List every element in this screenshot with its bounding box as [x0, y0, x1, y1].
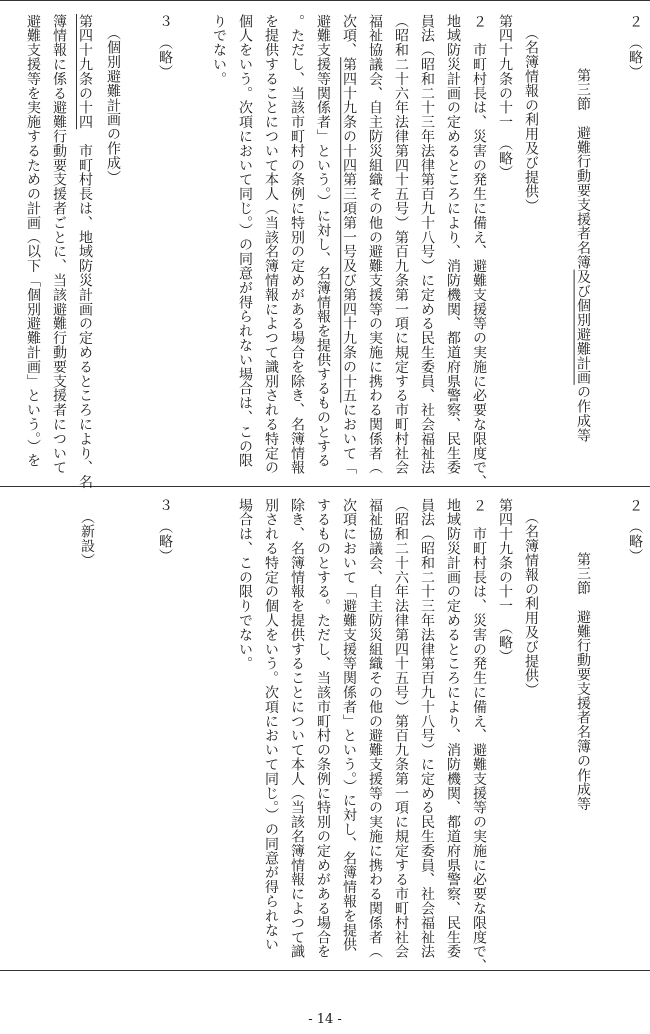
current-section-heading: 第三節 避難行動要支援者名簿の作成等: [575, 552, 591, 812]
revised-line-3: （名簿情報の利用及び提供）: [523, 26, 539, 214]
revised-article-number-underlined: 第四十九条の十四: [77, 14, 93, 130]
current-text-section: [0, 488, 650, 974]
current-line-4: 第四十九条の十一 （略）: [497, 498, 513, 664]
new-provision-note: （新設）: [79, 510, 95, 568]
bottom-rule: [0, 970, 650, 971]
revised-line-10-b: において「: [341, 402, 357, 475]
current-line-8: （昭和二十六年法律第四十五号）第百九条第一項に規定する市町村社会: [393, 498, 409, 959]
revised-section-heading: [570, 68, 596, 442]
revised-line-6: 地域防災計画の定めるところにより、消防機関、都道府県警察、民生委: [445, 14, 461, 475]
current-line-7: 員法（昭和二十三年法律第百九十八号）に定める民生委員、社会福祉法: [419, 498, 435, 959]
revised-line-14: 個人をいう。次項において同じ。）の同意が得られない場合は、この限: [237, 14, 253, 468]
revised-line-20: 避難支援等を実施するための計画（以下「個別避難計画」という。）を: [25, 14, 41, 468]
revised-line-1: ２ （略）: [627, 14, 643, 79]
revised-line-9: 福祉協議会、自主防災組織その他の避難支援等の実施に携わる関係者（: [367, 14, 383, 475]
revised-line-10-underlined: 第四十九条の十四第三項第一号及び第四十九条の十五: [341, 57, 357, 403]
revised-line-17: （個別避難計画の作成）: [105, 26, 121, 185]
revised-line-15: りでない。: [211, 14, 227, 86]
revised-line-7: 員法（昭和二十三年法律第百九十八号）に定める民生委員、社会福祉法: [419, 14, 435, 475]
revised-heading-part: 第三節 避難行動要支援者名簿: [575, 68, 591, 270]
current-line-14: 場合は、この限りでない。: [237, 498, 253, 671]
current-line-9: 福祉協議会、自主防災組織その他の避難支援等の実施に携わる関係者（: [367, 498, 383, 959]
revised-line-11: 避難支援等関係者」という。）に対し、名簿情報を提供するものとする: [315, 14, 331, 468]
revised-line-13: を提供することについて本人（当該名簿情報によつて識別される特定の: [263, 14, 279, 475]
revised-line-18: [72, 14, 98, 489]
revised-text-section: [0, 2, 650, 490]
current-line-10: 次項において「避難支援等関係者」という。）に対し、名簿情報を提供: [341, 498, 357, 952]
revised-line-10-a: 次項、: [341, 14, 357, 58]
current-line-1: ２ （略）: [627, 498, 643, 563]
page-number: - 14 -: [308, 1012, 342, 1027]
current-line-12: 除き、名簿情報を提供することについて本人（当該名簿情報によつて識: [289, 498, 305, 959]
revised-line-5: ２ 市町村長は、災害の発生に備え、避難支援等の実施に必要な限度で、: [471, 14, 487, 490]
top-rule: [0, 0, 650, 1]
revised-line-10: [336, 14, 362, 475]
current-line-3: （名簿情報の利用及び提供）: [523, 510, 539, 698]
current-line-15: ３ （略）: [157, 498, 173, 563]
revised-line-12: 。ただし、当該市町村の条例に特別の定めがある場合を除き、名簿情報: [289, 14, 305, 475]
current-line-13: 別される特定の個人をいう。次項において同じ。）の同意が得られない: [263, 498, 279, 952]
revised-line-19: 簿情報に係る避難行動要支援者ごとに、当該避難行動要支援者について: [51, 14, 67, 475]
current-line-5: ２ 市町村長は、災害の発生に備え、避難支援等の実施に必要な限度で、: [471, 498, 487, 974]
current-line-11: するものとする。ただし、当該市町村の条例に特別の定めがある場合を: [315, 498, 331, 959]
revised-line-4: 第四十九条の十一 （略）: [497, 14, 513, 180]
revised-line-16: ３ （略）: [157, 14, 173, 79]
revised-heading-tail: の作成等: [575, 384, 591, 443]
revised-line-18-b: 市町村長は、地域防災計画の定めるところにより、名: [77, 129, 93, 490]
revised-heading-underlined: 及び個別避難計画: [575, 269, 591, 385]
revised-line-8: （昭和二十六年法律第四十五号）第百九条第一項に規定する市町村社会: [393, 14, 409, 475]
current-line-6: 地域防災計画の定めるところにより、消防機関、都道府県警察、民生委: [445, 498, 461, 959]
